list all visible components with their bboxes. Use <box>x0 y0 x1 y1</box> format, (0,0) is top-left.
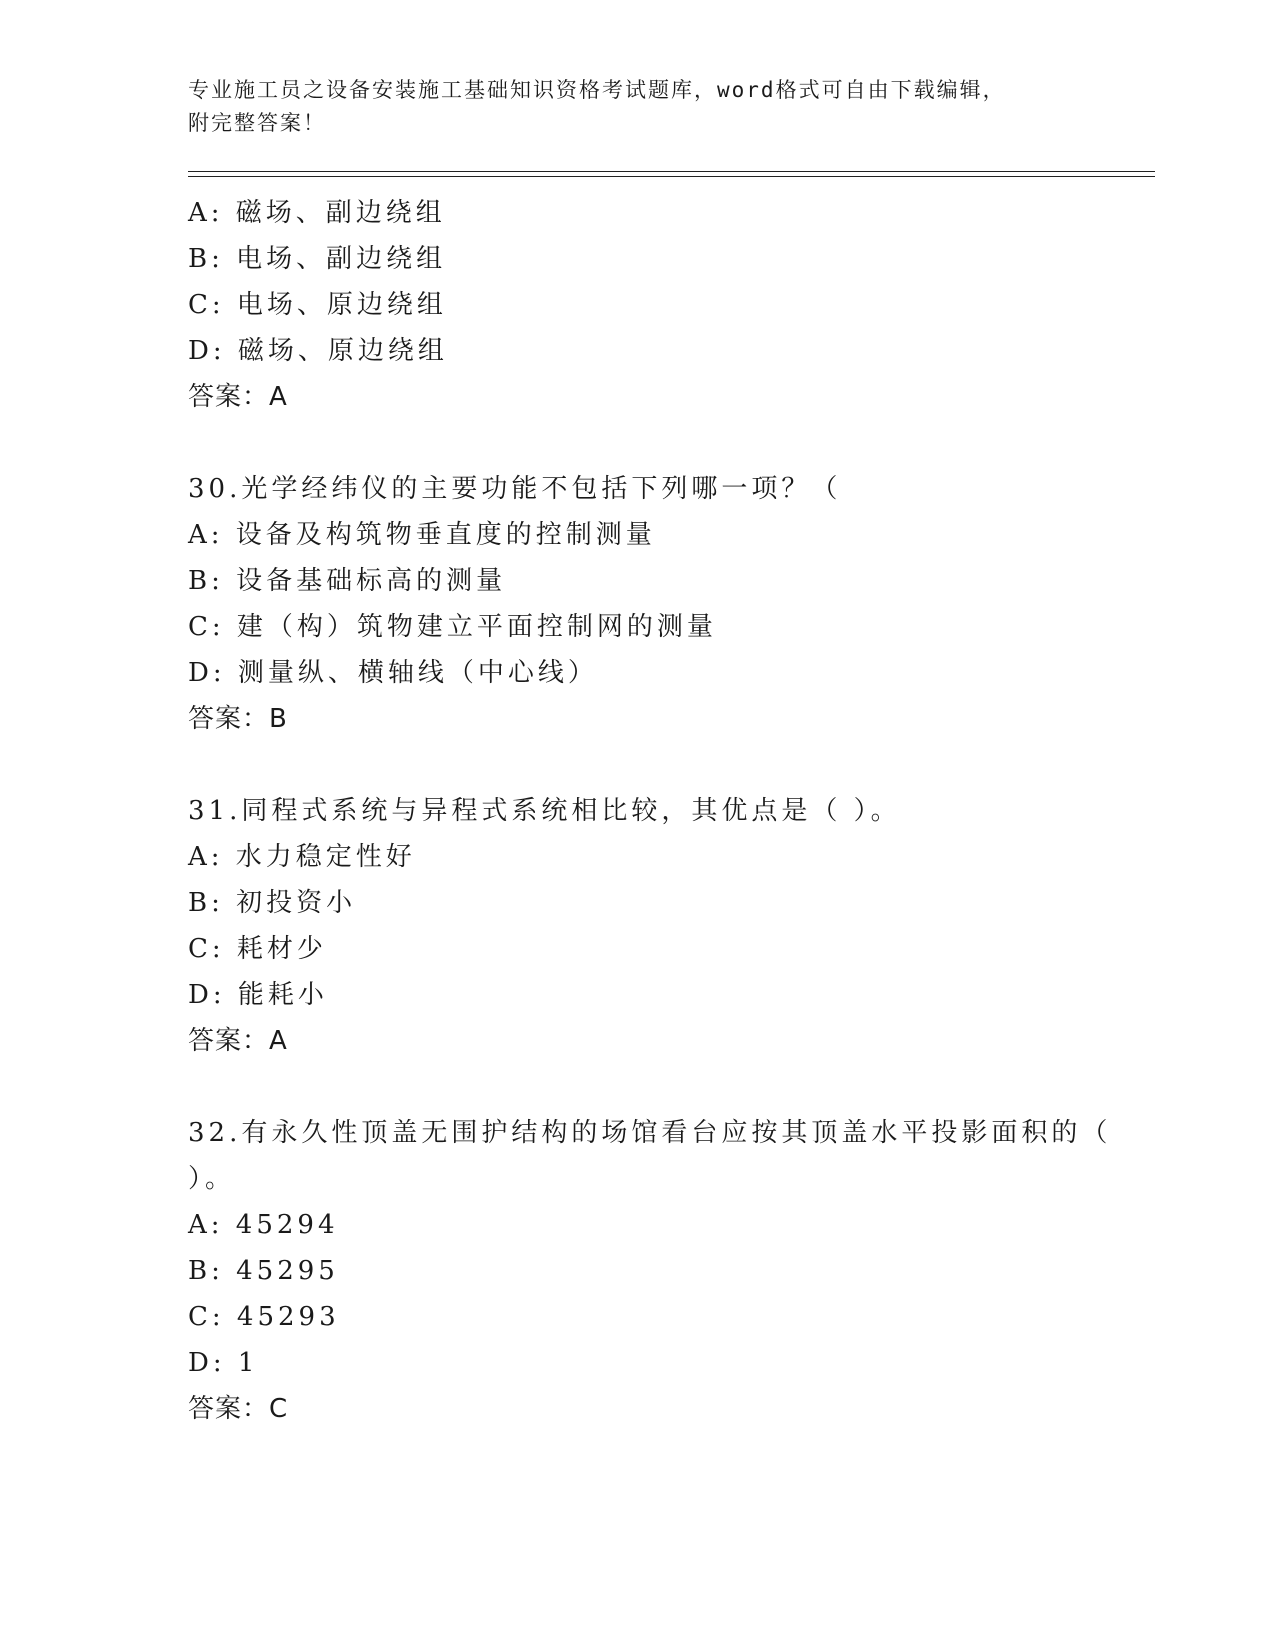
option-b: B: 初投资小 <box>188 888 357 918</box>
question-list <box>188 190 1148 1432</box>
option-a: A: 45294 <box>188 1210 339 1240</box>
header-line-1: 专业施工员之设备安装施工基础知识资格考试题库，word格式可自由下载编辑， <box>188 78 1006 102</box>
option-b: B: 电场、副边绕组 <box>188 244 447 274</box>
option-a: A: 设备及构筑物垂直度的控制测量 <box>188 520 656 550</box>
option-c: C: 耗材少 <box>188 934 327 964</box>
answer: 答案：A <box>188 382 288 412</box>
answer: 答案：C <box>188 1394 289 1424</box>
header-rule-top <box>188 171 1155 172</box>
option-d: D: 能耗小 <box>188 980 328 1010</box>
option-d: D: 1 <box>188 1348 259 1378</box>
question-31 <box>188 788 1148 1064</box>
option-a: A: 水力稳定性好 <box>188 842 416 872</box>
document-header <box>188 74 1068 140</box>
answer: 答案：A <box>188 1026 288 1056</box>
option-b: B: 45295 <box>188 1256 339 1286</box>
question-text: 30.光学经纬仪的主要功能不包括下列哪一项？（ <box>188 474 842 504</box>
question-32 <box>188 1110 1148 1432</box>
option-c: C: 建（构）筑物建立平面控制网的测量 <box>188 612 717 642</box>
question-text: 31.同程式系统与异程式系统相比较，其优点是（ ）。 <box>188 796 901 826</box>
header-line-2: 附完整答案！ <box>188 111 326 135</box>
question-30 <box>188 466 1148 742</box>
answer: 答案：B <box>188 704 288 734</box>
option-b: B: 设备基础标高的测量 <box>188 566 507 596</box>
header-rule-bottom <box>188 176 1155 177</box>
question-29 <box>188 190 1148 420</box>
option-a: A: 磁场、副边绕组 <box>188 198 446 228</box>
option-d: D: 测量纵、横轴线（中心线） <box>188 658 598 688</box>
question-text-line-2: ）。 <box>188 1164 236 1194</box>
option-c: C: 45293 <box>188 1302 340 1332</box>
question-text-line-1: 32.有永久性顶盖无围护结构的场馆看台应按其顶盖水平投影面积的（ <box>188 1118 1112 1148</box>
option-c: C: 电场、原边绕组 <box>188 290 447 320</box>
option-d: D: 磁场、原边绕组 <box>188 336 448 366</box>
